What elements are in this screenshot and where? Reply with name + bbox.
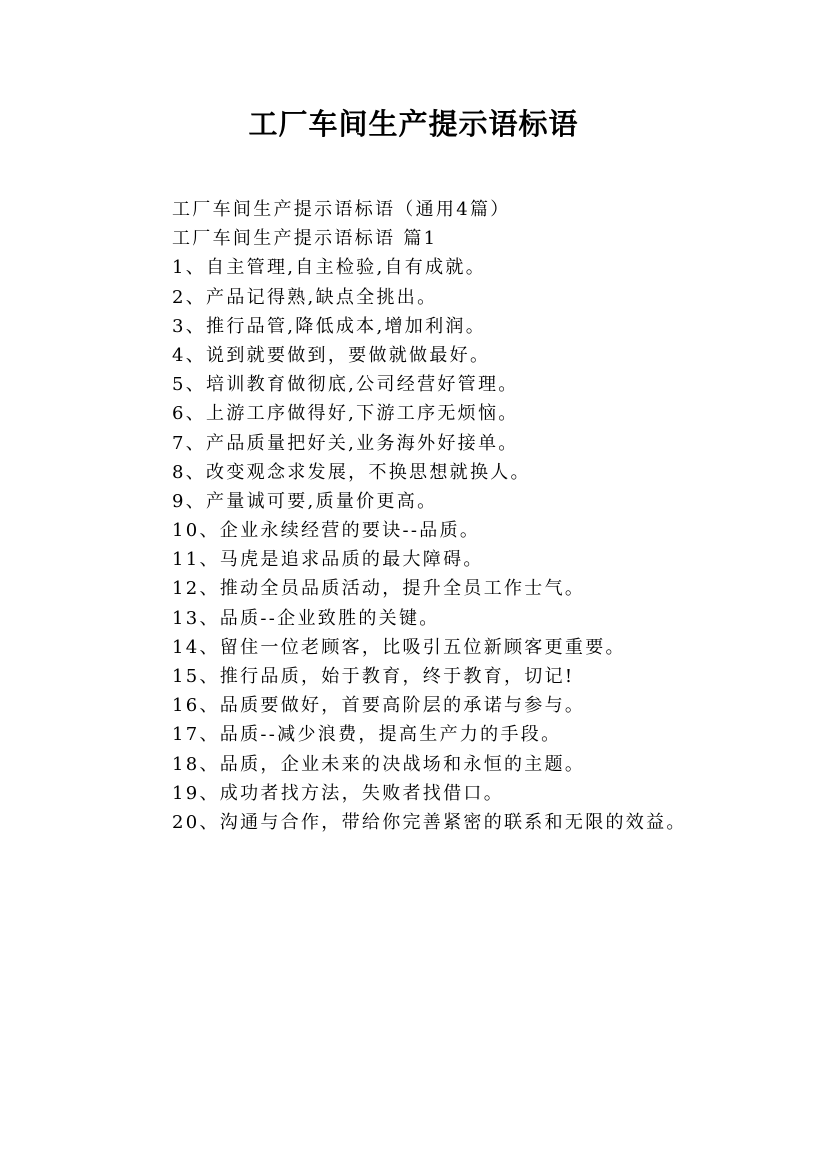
document-body <box>172 195 772 837</box>
list-item: 17、品质--减少浪费，提高生产力的手段。 <box>172 724 562 746</box>
list-item: 12、推动全员品质活动，提升全员工作士气。 <box>172 578 586 600</box>
list-item: 18、品质，企业未来的决战场和永恒的主题。 <box>172 753 586 775</box>
list-item: 5、培训教育做彻底,公司经营好管理。 <box>172 374 519 396</box>
list-item: 20、沟通与合作，带给你完善紧密的联系和无限的效益。 <box>172 811 687 833</box>
list-item: 11、马虎是追求品质的最大障碍。 <box>172 549 484 571</box>
list-item: 2、产品记得熟,缺点全挑出。 <box>172 286 438 308</box>
list-item: 14、留住一位老顾客，比吸引五位新顾客更重要。 <box>172 636 626 658</box>
list-item: 3、推行品管,降低成本,增加利润。 <box>172 315 486 337</box>
list-item: 1、自主管理,自主检验,自有成就。 <box>172 257 486 279</box>
list-item: 19、成功者找方法，失败者找借口。 <box>172 782 505 804</box>
section-heading: 工厂车间生产提示语标语 篇1 <box>172 228 438 250</box>
list-item: 7、产品质量把好关,业务海外好接单。 <box>172 432 519 454</box>
list-item: 13、品质--企业致胜的关键。 <box>172 607 440 629</box>
list-item: 9、产量诚可要,质量价更高。 <box>172 490 438 512</box>
list-item: 6、上游工序做得好,下游工序无烦恼。 <box>172 403 519 425</box>
list-item: 10、企业永续经营的要诀--品质。 <box>172 520 481 542</box>
list-item: 15、推行品质，始于教育，终于教育，切记! <box>172 666 575 687</box>
list-item: 16、品质要做好，首要高阶层的承诺与参与。 <box>172 695 586 717</box>
document-subtitle: 工厂车间生产提示语标语（通用4篇） <box>172 199 511 220</box>
document-title: 工厂车间生产提示语标语 <box>248 107 579 141</box>
list-item: 4、说到就要做到，要做就做最好。 <box>172 344 491 366</box>
list-item: 8、改变观念求发展，不换思想就换人。 <box>172 461 531 483</box>
